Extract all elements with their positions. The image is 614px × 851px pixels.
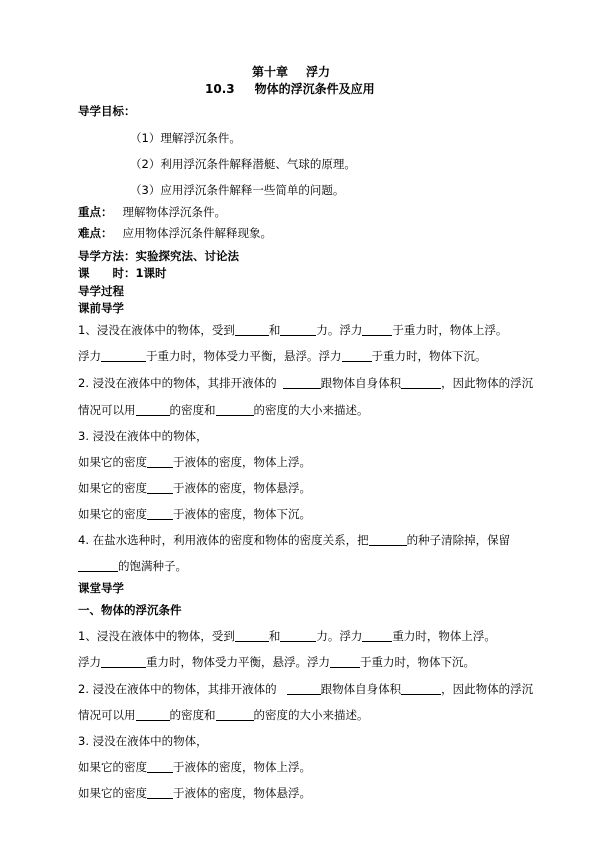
text: 如果它的密度	[78, 455, 147, 469]
in-q1-line	[78, 628, 496, 644]
pre-q3a-line	[78, 454, 311, 470]
answer-blank[interactable]	[235, 629, 269, 642]
objective-item: （1）理解浮沉条件。	[130, 131, 241, 145]
text: 的种子清除掉，保留	[406, 533, 511, 547]
pre-q3c-line	[78, 506, 311, 522]
hours-label: 课 时：	[78, 266, 136, 280]
text: 于重力时，物体下沉。	[371, 349, 487, 363]
section-heading	[205, 81, 375, 97]
text: 1、浸没在液体中的物体，受到	[78, 629, 235, 643]
class-hours	[78, 265, 167, 281]
answer-blank[interactable]	[101, 655, 146, 668]
text: 于液体的密度，物体悬浮。	[173, 481, 311, 495]
answer-blank[interactable]	[342, 349, 372, 362]
chapter-number: 第十章	[252, 65, 289, 79]
objectives-label: 导学目标：	[78, 104, 136, 118]
section-1-heading: 一、物体的浮沉条件	[78, 603, 182, 617]
text: ，因此物体的浮沉	[441, 682, 534, 696]
objective-item: （2）利用浮沉条件解释潜艇、气球的原理。	[130, 157, 356, 171]
difficulty-label: 难点：	[78, 226, 113, 240]
key-point-text: 理解物体浮沉条件。	[122, 205, 226, 219]
text: 跟物体自身体积	[320, 376, 402, 390]
answer-blank[interactable]	[136, 708, 170, 721]
text: 浮力	[78, 349, 101, 363]
text: 如果它的密度	[78, 786, 147, 800]
text: ，因此物体的浮沉	[441, 376, 534, 390]
key-point-label: 重点：	[78, 205, 113, 219]
text: 于液体的密度，物体悬浮。	[173, 786, 311, 800]
text: 2. 浸没在液体中的物体，其排开液体的	[78, 376, 277, 390]
text: 如果它的密度	[78, 760, 147, 774]
text: 于重力时，物体上浮。	[392, 323, 508, 337]
answer-blank[interactable]	[283, 376, 321, 389]
answer-blank[interactable]	[101, 349, 146, 362]
text: 如果它的密度	[78, 481, 147, 495]
text: 的密度和	[169, 708, 216, 722]
answer-blank[interactable]	[78, 559, 118, 572]
section-number: 10.3	[205, 82, 235, 96]
answer-blank[interactable]	[147, 760, 173, 773]
text: 的密度的大小来描述。	[253, 403, 369, 417]
text: 力。浮力	[316, 323, 363, 337]
text: 的密度的大小来描述。	[253, 708, 369, 722]
objective-item: （3）应用浮沉条件解释一些简单的问题。	[130, 183, 345, 197]
text: 跟物体自身体积	[320, 682, 402, 696]
text: 2. 浸没在液体中的物体，其排开液体的	[78, 682, 277, 696]
chapter-title: 浮力	[306, 65, 331, 79]
answer-blank[interactable]	[147, 481, 173, 494]
pre-q3-line: 3. 浸没在液体中的物体，	[78, 429, 208, 443]
in-q3b-line	[78, 785, 311, 801]
answer-blank[interactable]	[216, 403, 254, 416]
answer-blank[interactable]	[280, 323, 316, 336]
difficulty-text: 应用物体浮沉条件解释现象。	[122, 226, 272, 240]
answer-blank[interactable]	[362, 323, 392, 336]
pre-q2-line	[78, 375, 533, 391]
answer-blank[interactable]	[401, 682, 441, 695]
process-label: 导学过程	[78, 284, 124, 298]
text: 于重力时，物体受力平衡，悬浮。浮力	[146, 349, 342, 363]
in-q1b-line	[78, 654, 475, 670]
pre-q1-line	[78, 322, 507, 338]
pre-q4-line	[78, 532, 510, 548]
pre-q1b-line	[78, 348, 487, 364]
text: 于液体的密度，物体上浮。	[173, 455, 311, 469]
text: 的饱满种子。	[118, 559, 187, 573]
method-label: 导学方法：	[78, 249, 136, 263]
in-q3a-line	[78, 759, 311, 775]
answer-blank[interactable]	[287, 682, 321, 695]
section-title: 物体的浮沉条件及应用	[254, 82, 375, 96]
in-q2b-line	[78, 707, 369, 723]
answer-blank[interactable]	[401, 376, 441, 389]
text: 情况可以用	[78, 708, 136, 722]
answer-blank[interactable]	[369, 533, 407, 546]
text: 1、浸没在液体中的物体，受到	[78, 323, 235, 337]
answer-blank[interactable]	[235, 323, 269, 336]
text: 4. 在盐水选种时，利用液体的密度和物体的密度关系，把	[78, 533, 369, 547]
text: 如果它的密度	[78, 507, 147, 521]
answer-blank[interactable]	[147, 455, 173, 468]
text: 和	[268, 323, 281, 337]
answer-blank[interactable]	[216, 708, 254, 721]
key-point	[78, 204, 226, 220]
method	[78, 248, 239, 264]
text: 力。浮力	[316, 629, 363, 643]
answer-blank[interactable]	[136, 403, 170, 416]
text: 和	[268, 629, 281, 643]
text: 于液体的密度，物体上浮。	[173, 760, 311, 774]
text: 重力时，物体受力平衡，悬浮。浮力	[146, 655, 330, 669]
text: 的密度和	[169, 403, 216, 417]
pre-q2b-line	[78, 402, 369, 418]
pre-class-label: 课前导学	[78, 301, 124, 315]
text: 浮力	[78, 655, 101, 669]
in-class-label: 课堂导学	[78, 581, 124, 595]
chapter-heading	[252, 64, 330, 80]
hours-text: 1课时	[135, 266, 167, 280]
in-q2-line	[78, 681, 533, 697]
answer-blank[interactable]	[147, 786, 173, 799]
answer-blank[interactable]	[330, 655, 360, 668]
in-q3-line: 3. 浸没在液体中的物体，	[78, 734, 208, 748]
text: 于液体的密度，物体下沉。	[173, 507, 311, 521]
text: 重力时，物体上浮。	[392, 629, 496, 643]
answer-blank[interactable]	[280, 629, 316, 642]
answer-blank[interactable]	[362, 629, 392, 642]
pre-q3b-line	[78, 480, 311, 496]
method-text: 实验探究法、讨论法	[135, 249, 239, 263]
answer-blank[interactable]	[147, 507, 173, 520]
text: 情况可以用	[78, 403, 136, 417]
difficulty	[78, 225, 272, 241]
pre-q4b-line	[78, 558, 187, 574]
text: 于重力时，物体下沉。	[360, 655, 475, 669]
